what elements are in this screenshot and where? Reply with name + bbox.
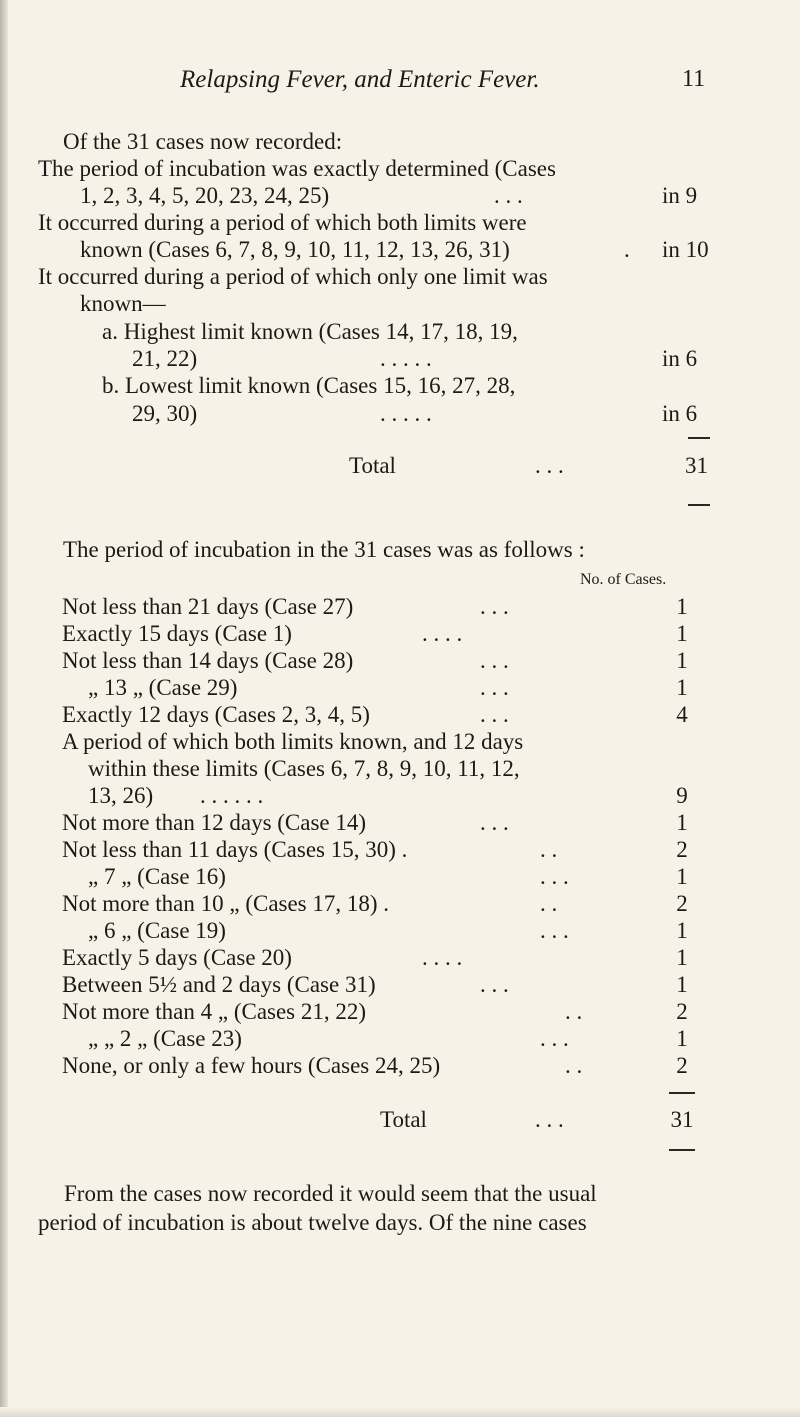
row-5-line-2: 29, 30) bbox=[132, 401, 198, 426]
table-row: Not more than 10 „ (Cases 17, 18) . bbox=[62, 891, 390, 916]
total-rule-top bbox=[688, 437, 710, 439]
row-leader: . . bbox=[540, 837, 558, 862]
table-row: Between 5½ and 2 days (Case 31) bbox=[62, 972, 376, 997]
table-row: A period of which both limits known, and 12 days bbox=[62, 729, 524, 754]
page-edge-shadow bbox=[0, 0, 8, 1417]
page-bottom-edge bbox=[0, 1407, 800, 1417]
row-value: 1 bbox=[676, 1026, 688, 1051]
row-2-line-2: known (Cases 6, 7, 8, 9, 10, 11, 12, 13, 26, 31) bbox=[80, 237, 510, 262]
row-leader: . . . . . . bbox=[200, 783, 264, 808]
row-value: 1 bbox=[676, 648, 688, 673]
table-row: „ 7 „ (Case 16) bbox=[88, 864, 226, 889]
second-table-intro: The period of incubation in the 31 cases was as follows : bbox=[63, 537, 585, 562]
table-row: Exactly 5 days (Case 20) bbox=[62, 945, 292, 970]
table-row: Exactly 15 days (Case 1) bbox=[62, 621, 292, 646]
first-total-label: Total bbox=[349, 453, 396, 478]
row-4-line-1: a. Highest limit known (Cases 14, 17, 18, 19, bbox=[102, 319, 518, 344]
row-1-value: in 9 bbox=[662, 183, 698, 208]
table-row: Not less than 14 days (Case 28) bbox=[62, 648, 354, 673]
row-value: 1 bbox=[676, 594, 688, 619]
paragraph-line-1: From the cases now recorded it would seem that the usual bbox=[64, 1181, 597, 1206]
row-leader: . . . bbox=[480, 702, 509, 727]
table-row: within these limits (Cases 6, 7, 8, 9, 10, 11, 12, bbox=[88, 756, 520, 781]
row-1-line-1: The period of incubation was exactly determined (Cases bbox=[38, 156, 556, 181]
row-leader: . . . bbox=[540, 918, 569, 943]
row-leader: . . bbox=[540, 891, 558, 916]
row-5-value: in 6 bbox=[662, 401, 698, 426]
row-leader: . . . bbox=[480, 594, 509, 619]
row-4-leader: . . . . . bbox=[380, 346, 432, 371]
second-total-value: 31 bbox=[670, 1107, 694, 1132]
row-leader: . . . bbox=[480, 648, 509, 673]
row-leader: . . . bbox=[540, 864, 569, 889]
row-1-leader: . . . bbox=[494, 183, 523, 208]
row-value: 1 bbox=[676, 864, 688, 889]
row-value: 2 bbox=[676, 837, 688, 862]
first-table-intro: Of the 31 cases now recorded: bbox=[63, 129, 343, 154]
row-leader: . . . bbox=[480, 675, 509, 700]
row-5-leader: . . . . . bbox=[380, 401, 432, 426]
row-4-line-2: 21, 22) bbox=[132, 346, 198, 371]
row-3-line-1: It occurred during a period of which only one limit was bbox=[38, 264, 548, 289]
total-rule-top bbox=[669, 1092, 695, 1094]
row-value: 1 bbox=[676, 810, 688, 835]
page-header bbox=[0, 66, 800, 102]
row-value: 4 bbox=[676, 702, 688, 727]
table-row: Not less than 21 days (Case 27) bbox=[62, 594, 354, 619]
total-rule-bottom bbox=[688, 504, 710, 506]
row-value: 2 bbox=[676, 999, 688, 1024]
row-2-value: in 10 bbox=[662, 237, 709, 262]
table-row: Not more than 4 „ (Cases 21, 22) bbox=[62, 999, 367, 1024]
row-value: 1 bbox=[676, 945, 688, 970]
row-value: 2 bbox=[676, 1053, 688, 1078]
row-value: 1 bbox=[676, 918, 688, 943]
row-leader: . . . bbox=[480, 972, 509, 997]
second-total-leader: . . . bbox=[535, 1107, 564, 1132]
running-title: Relapsing Fever, and Enteric Fever. bbox=[180, 66, 540, 93]
first-total-value: 31 bbox=[685, 453, 708, 478]
table-row: Not more than 12 days (Case 14) bbox=[62, 810, 367, 835]
column-header: No. of Cases. bbox=[580, 571, 667, 588]
page-number: 11 bbox=[682, 66, 706, 92]
row-5-line-1: b. Lowest limit known (Cases 15, 16, 27, 28, bbox=[102, 373, 516, 398]
row-leader: . . . bbox=[540, 1026, 569, 1051]
table-row: 13, 26) bbox=[88, 783, 154, 808]
first-total-leader: . . . bbox=[535, 453, 564, 478]
table-row: None, or only a few hours (Cases 24, 25) bbox=[62, 1053, 441, 1078]
row-leader: . . . bbox=[480, 810, 509, 835]
table-row: Not less than 11 days (Cases 15, 30) . bbox=[62, 837, 408, 862]
row-value: 9 bbox=[676, 783, 688, 808]
row-2-line-1: It occurred during a period of which both limits were bbox=[38, 210, 527, 235]
total-rule-bottom bbox=[669, 1149, 695, 1151]
row-leader: . . bbox=[565, 999, 583, 1024]
row-2-leader: . bbox=[624, 237, 630, 262]
row-1-line-2: 1, 2, 3, 4, 5, 20, 23, 24, 25) bbox=[80, 183, 330, 208]
row-value: 1 bbox=[676, 621, 688, 646]
row-3-line-2: known— bbox=[80, 291, 166, 316]
paragraph-line-2: period of incubation is about twelve days. Of the nine cases bbox=[38, 1210, 587, 1235]
row-leader: . . . . bbox=[422, 621, 463, 646]
table-row: Exactly 12 days (Cases 2, 3, 4, 5) bbox=[62, 702, 370, 727]
row-value: 1 bbox=[676, 675, 688, 700]
second-total-label: Total bbox=[380, 1107, 427, 1132]
row-value: 1 bbox=[676, 972, 688, 997]
row-leader: . . bbox=[565, 1053, 583, 1078]
row-value: 2 bbox=[676, 891, 688, 916]
table-row: „ „ 2 „ (Case 23) bbox=[88, 1026, 242, 1051]
row-leader: . . . . bbox=[422, 945, 463, 970]
table-row: „ 6 „ (Case 19) bbox=[88, 918, 226, 943]
table-row: „ 13 „ (Case 29) bbox=[88, 675, 238, 700]
row-4-value: in 6 bbox=[662, 346, 698, 371]
